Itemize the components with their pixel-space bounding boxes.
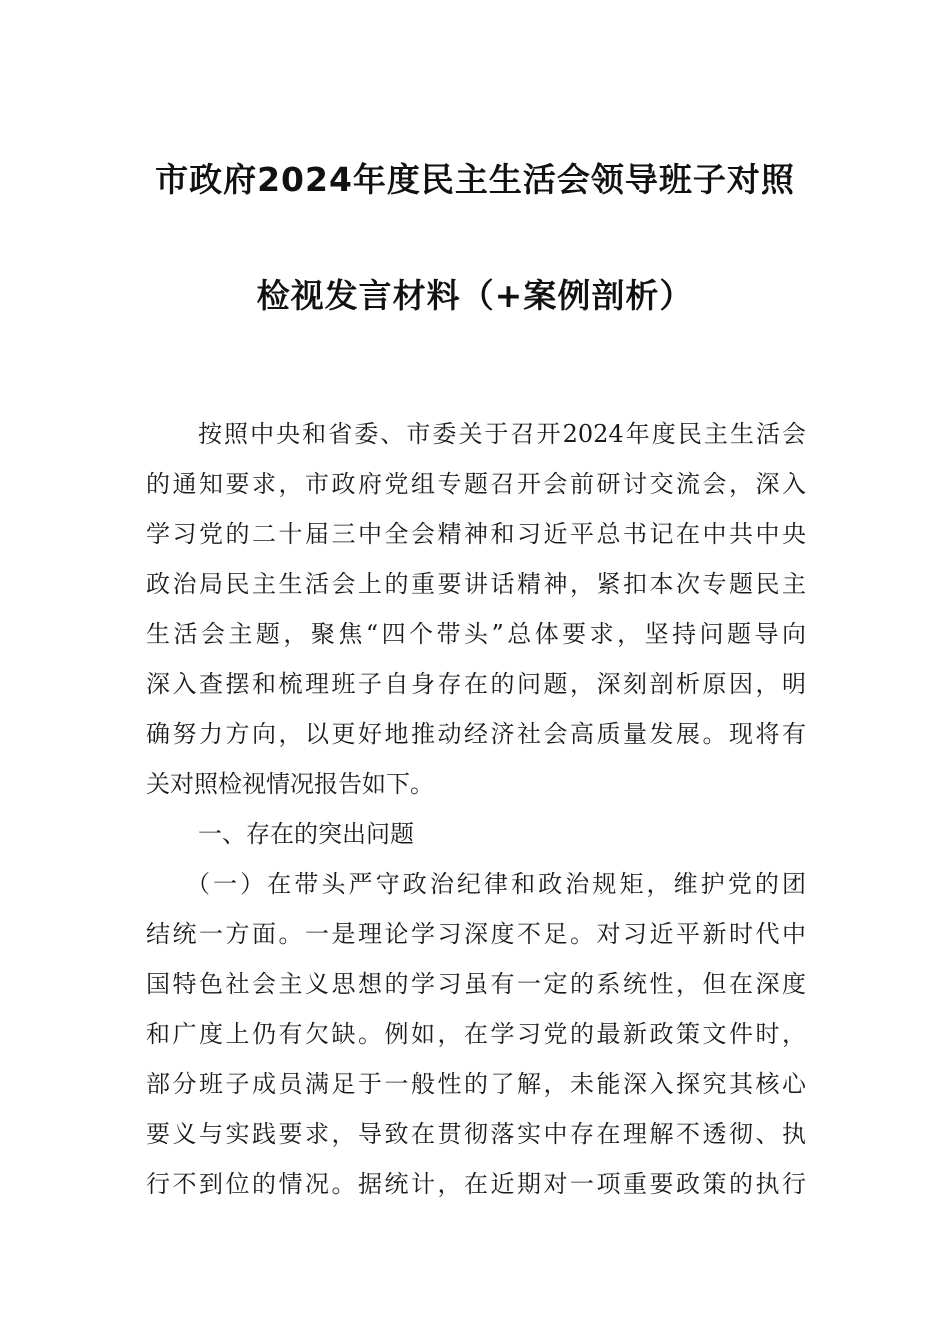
body-line: 关对照检视情况报告如下。 — [146, 770, 434, 798]
body-line: 行不到位的情况。据统计，在近期对一项重要政策的执行 — [146, 1170, 806, 1198]
body-line: （一）在带头严守政治纪律和政治规矩，维护党的团 — [186, 870, 806, 898]
document-title-line-2: 检视发言材料（+案例剖析） — [256, 276, 694, 315]
body-line: 要义与实践要求，导致在贯彻落实中存在理解不透彻、执 — [146, 1120, 806, 1148]
body-line: 学习党的二十届三中全会精神和习近平总书记在中共中央 — [146, 520, 806, 548]
body-line: 的通知要求，市政府党组专题召开会前研讨交流会，深入 — [146, 470, 806, 498]
body-line: 国特色社会主义思想的学习虽有一定的系统性，但在深度 — [146, 970, 806, 998]
body-line: 深入查摆和梳理班子自身存在的问题，深刻剖析原因，明 — [146, 670, 806, 698]
section-heading: 一、存在的突出问题 — [198, 820, 414, 848]
body-line: 政治局民主生活会上的重要讲话精神，紧扣本次专题民主 — [146, 570, 806, 598]
body-line: 结统一方面。一是理论学习深度不足。对习近平新时代中 — [146, 920, 806, 948]
body-line: 确努力方向，以更好地推动经济社会高质量发展。现将有 — [146, 720, 806, 748]
body-line: 部分班子成员满足于一般性的了解，未能深入探究其核心 — [146, 1070, 806, 1098]
body-line: 按照中央和省委、市委关于召开2024年度民主生活会 — [198, 420, 806, 448]
body-line: 生活会主题，聚焦“四个带头”总体要求，坚持问题导向 — [146, 620, 806, 648]
body-line: 和广度上仍有欠缺。例如，在学习党的最新政策文件时， — [146, 1020, 806, 1048]
document-title-line-1: 市政府2024年度民主生活会领导班子对照 — [155, 160, 795, 199]
